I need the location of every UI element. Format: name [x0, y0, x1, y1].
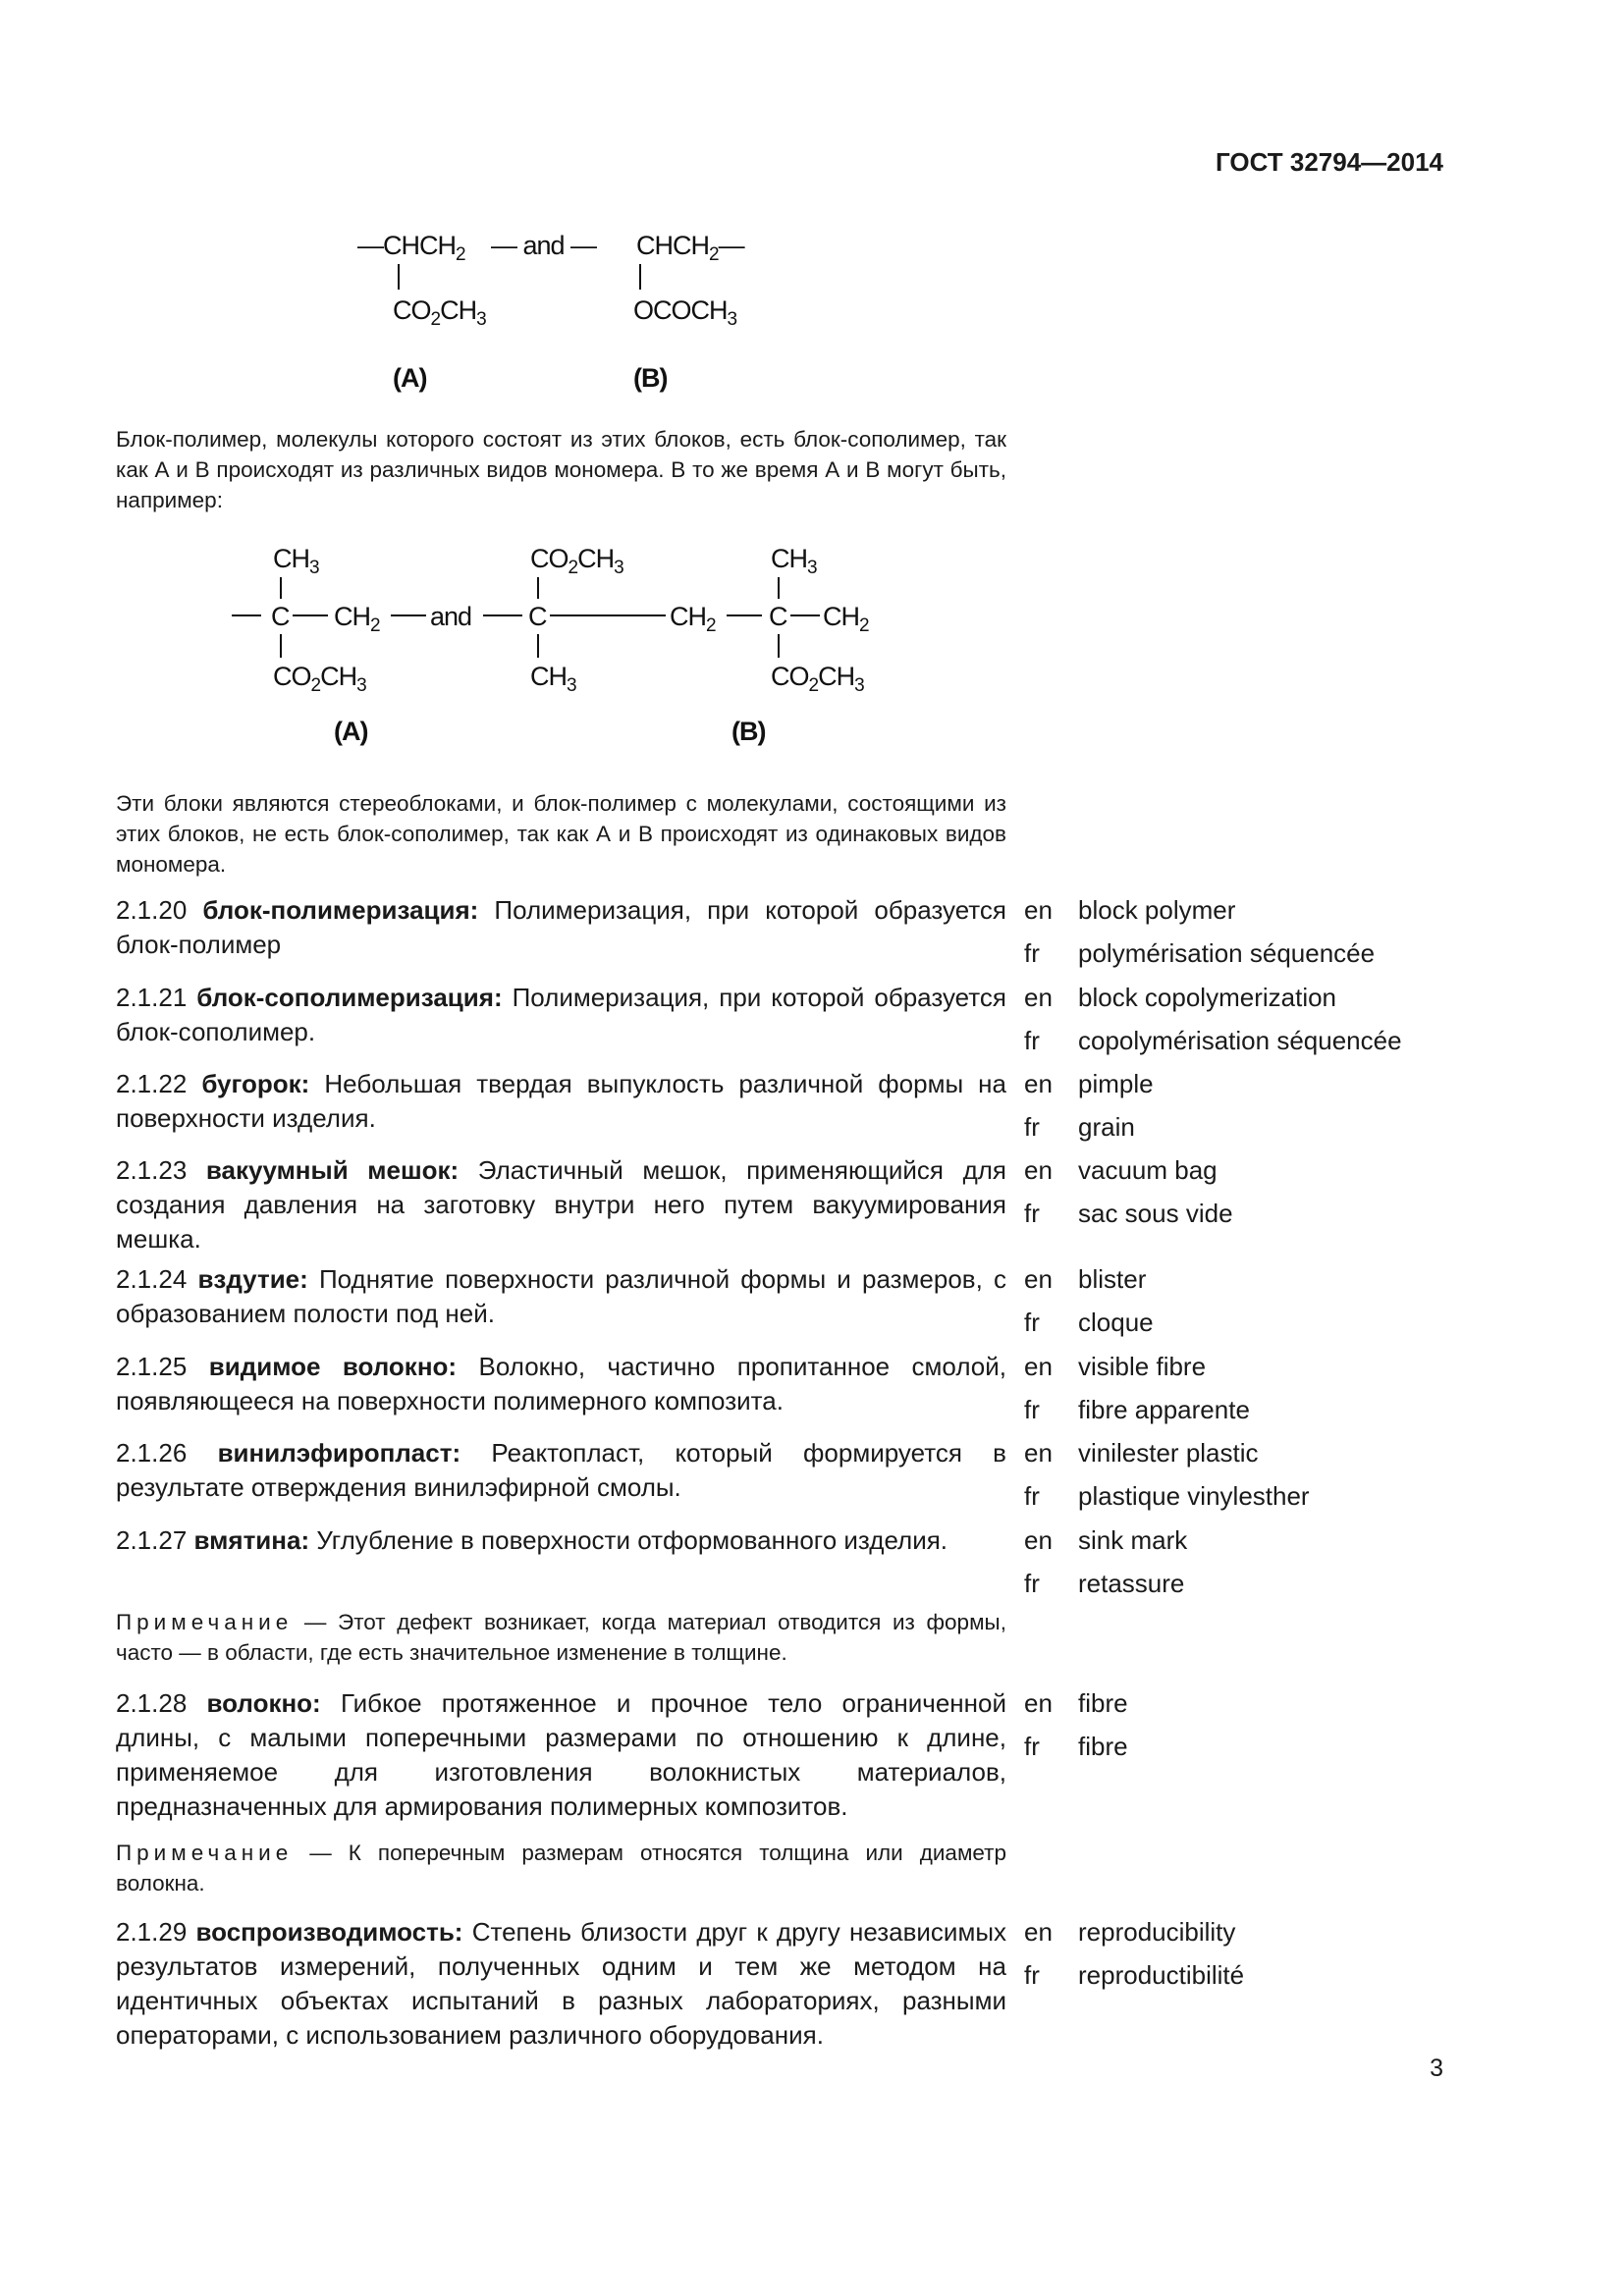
note-2-1-27: Примечание — Этот дефект возникает, когда материал отводится из формы, часто — в области, где есть значительное изменение в толщине. — [116, 1610, 1006, 1665]
f2-ch3-b: $CH_3$ — [771, 544, 817, 578]
term-2-1-21: 2.1.21 блок-сополимеризация: Полимеризация, при которой образуется блок-сополимер. — [116, 983, 1006, 1046]
term-2-1-29: 2.1.29 воспроизводимость: Степень близости друг к другу независимых результатов измерений, полученных одним и тем же методом на идентичных объектах испытаний в разных лабораториях, разными операторами, с использованием различного оборудования. — [116, 1917, 1007, 2050]
term-2-1-23: 2.1.23 вакуумный мешок: Эластичный мешок, применяющийся для создания давления на заготовку внутри него путем вакуумирования мешка. — [116, 1155, 1006, 1254]
paragraph-stereoblocks: Эти блоки являются стереоблоками, и блок-полимер с молекулами, состоящими из этих блоков, не есть блок-сополимер, так как А и В происходят из одинаковых видов мономера. — [116, 791, 1006, 877]
f1-label-b: (B) — [633, 363, 668, 393]
term-2-1-26: 2.1.26 винилэфиропласт: Реактопласт, который формируется в результате отверждения винилэфирной смолы. — [116, 1438, 1006, 1502]
formula-1 — [344, 221, 795, 407]
f2-co2ch3-top: $CO_2CH_3$ — [530, 544, 623, 578]
f1-right-main: $CHCH_2—$ — [636, 231, 744, 265]
formula-2 — [226, 538, 913, 764]
translations-2-1-22: en pimple fr grain — [1024, 1069, 1154, 1142]
translations-2-1-27: en sink mark fr retassure — [1024, 1525, 1188, 1598]
f1-left-main: $—CHCH_2$ — [357, 231, 465, 265]
term-2-1-27: 2.1.27 вмятина: Углубление в поверхности отформованного изделия. — [116, 1525, 948, 1555]
translations-2-1-24: en blister fr cloque — [1024, 1264, 1154, 1337]
f1-left-group: $CO_2CH_3$ — [393, 295, 486, 330]
term-2-1-25: 2.1.25 видимое волокно: Волокно, частично пропитанное смолой, появляющееся на поверхности полимерного композита. — [116, 1352, 1006, 1415]
term-2-1-28: 2.1.28 волокно: Гибкое протяженное и прочное тело ограниченной длины, с малыми поперечными размерами по отношению к длине, применяемое для изготовления волокнистых материалов, предназначенных для армирования полимерных композитов. — [116, 1688, 1006, 1821]
translations-2-1-21: en block copolymerization fr copolymérisation séquencée — [1024, 983, 1402, 1055]
translations-2-1-29: en reproducibility fr reproductibilité — [1024, 1917, 1245, 1990]
f2-ch2-c: $CH_2$ — [823, 602, 869, 636]
f2-label-b: (B) — [731, 717, 766, 746]
translations-2-1-20: en block polymer fr polymérisation séquencée — [1024, 895, 1376, 968]
translations-2-1-23: en vacuum bag fr sac sous vide — [1024, 1155, 1233, 1228]
f2-ch2-b: $CH_2$ — [670, 602, 716, 636]
f2-ch3-a: $CH_3$ — [273, 544, 319, 578]
page-number: 3 — [1430, 2055, 1443, 2082]
paragraph-block-polymer: Блок-полимер, молекулы которого состоят из этих блоков, есть блок-сополимер, так как А и В происходят из различных видов мономера. В то же время А и В могут быть, например: — [116, 427, 1006, 512]
document-code: ГОСТ 32794—2014 — [1216, 147, 1443, 177]
term-2-1-20: 2.1.20 блок-полимеризация: Полимеризация, при которой образуется блок-полимер — [116, 895, 1006, 959]
note-2-1-28: Примечание — К поперечным размерам относятся толщина или диаметр волокна. — [116, 1841, 1006, 1896]
f2-ch3-c: $CH_3$ — [530, 662, 576, 696]
translations-2-1-25: en visible fibre fr fibre apparente — [1024, 1352, 1250, 1424]
f1-label-a: (A) — [393, 363, 427, 393]
translations-2-1-26: en vinilester plastic fr plastique vinylesther — [1024, 1438, 1310, 1511]
f2-c-c: C — [769, 602, 787, 631]
f2-c-b: C — [528, 602, 547, 631]
f2-co2ch3-a: $CO_2CH_3$ — [273, 662, 366, 696]
term-2-1-22: 2.1.22 бугорок: Небольшая твердая выпуклость различной формы на поверхности изделия. — [116, 1069, 1006, 1133]
translations-2-1-28: en fibre fr fibre — [1024, 1688, 1128, 1761]
term-2-1-24: 2.1.24 вздутие: Поднятие поверхности различной формы и размеров, с образованием полости под ней. — [116, 1264, 1006, 1328]
f2-ch2-a: $CH_2$ — [334, 602, 380, 636]
f1-connector: — and — — [491, 231, 597, 260]
f2-label-a: (A) — [334, 717, 368, 746]
f2-co2ch3-b: $CO_2CH_3$ — [771, 662, 864, 696]
f2-and: and — [430, 602, 472, 631]
f2-c-a: C — [271, 602, 290, 631]
f1-right-group: $OCOCH_3$ — [633, 295, 737, 330]
